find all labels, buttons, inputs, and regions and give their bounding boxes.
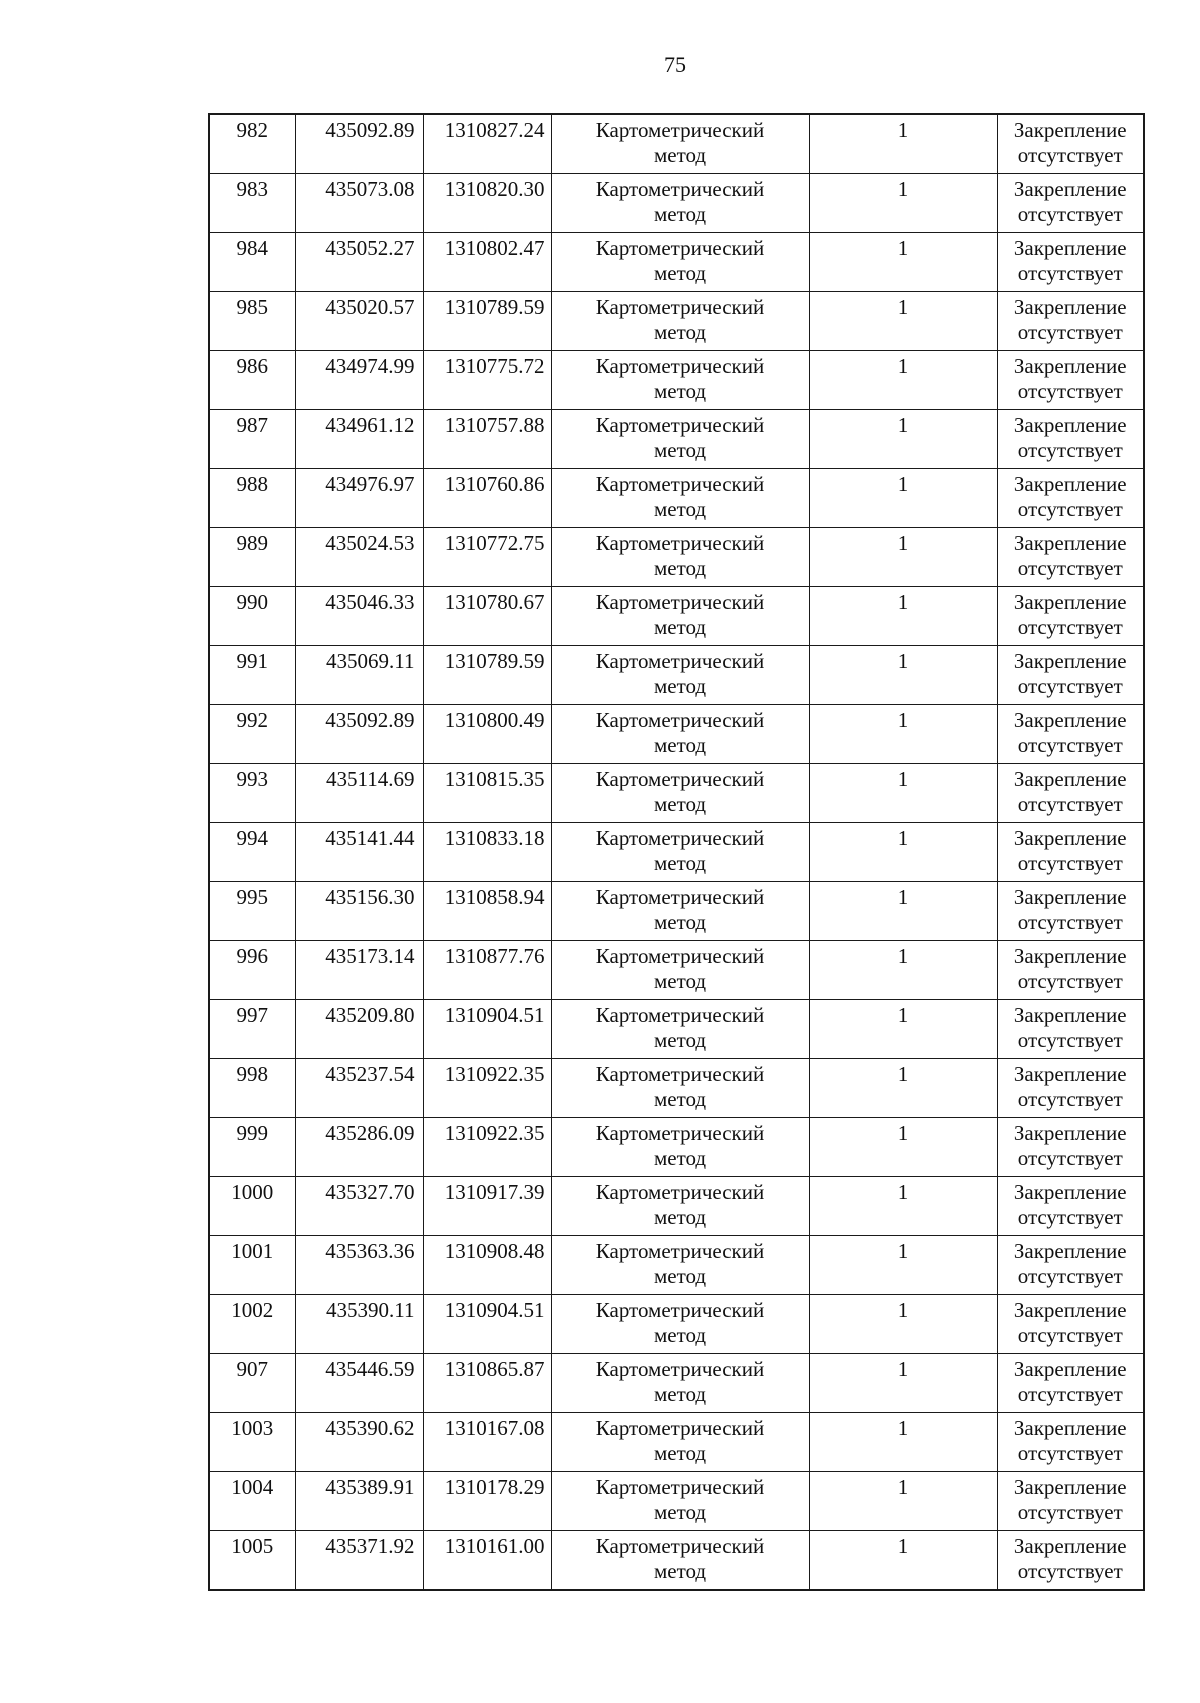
fixation-cell-line-2: отсутствует (1017, 261, 1123, 285)
method-cell-line-1: Картометрический (595, 236, 765, 260)
fixation-cell-line-1: Закрепление (1013, 1475, 1127, 1499)
fixation-cell-line-2: отсутствует (1017, 910, 1123, 934)
point-number-cell: 1005 (209, 1531, 295, 1591)
accuracy-cell: 1 (809, 233, 997, 292)
table-row (209, 174, 1144, 233)
method-cell (551, 174, 809, 233)
fixation-cell-line-1: Закрепление (1013, 767, 1127, 791)
x-coordinate-cell: 434974.99 (295, 351, 423, 410)
table-row (209, 1413, 1144, 1472)
table-row (209, 823, 1144, 882)
method-cell-line-1: Картометрический (595, 118, 765, 142)
method-cell (551, 1531, 809, 1591)
method-cell-line-2: метод (653, 1559, 707, 1583)
method-cell-line-2: метод (653, 497, 707, 521)
accuracy-cell: 1 (809, 823, 997, 882)
method-cell (551, 233, 809, 292)
y-coordinate-cell: 1310802.47 (423, 233, 551, 292)
accuracy-cell: 1 (809, 587, 997, 646)
method-cell-line-1: Картометрический (595, 885, 765, 909)
method-cell (551, 528, 809, 587)
fixation-cell (997, 469, 1144, 528)
fixation-cell (997, 1118, 1144, 1177)
point-number-cell: 998 (209, 1059, 295, 1118)
fixation-cell-line-2: отсутствует (1017, 1441, 1123, 1465)
accuracy-cell: 1 (809, 410, 997, 469)
fixation-cell-line-1: Закрепление (1013, 472, 1127, 496)
method-cell-line-1: Картометрический (595, 413, 765, 437)
method-cell-line-1: Картометрический (595, 354, 765, 378)
y-coordinate-cell: 1310922.35 (423, 1118, 551, 1177)
table-row (209, 1472, 1144, 1531)
method-cell (551, 1295, 809, 1354)
method-cell (551, 1000, 809, 1059)
fixation-cell-line-2: отсутствует (1017, 1205, 1123, 1229)
accuracy-cell: 1 (809, 174, 997, 233)
fixation-cell-line-2: отсутствует (1017, 320, 1123, 344)
coordinates-table (208, 113, 1145, 1591)
fixation-cell (997, 1059, 1144, 1118)
table-row (209, 528, 1144, 587)
y-coordinate-cell: 1310908.48 (423, 1236, 551, 1295)
method-cell (551, 114, 809, 174)
x-coordinate-cell: 435046.33 (295, 587, 423, 646)
method-cell-line-1: Картометрический (595, 531, 765, 555)
table-row (209, 233, 1144, 292)
fixation-cell-line-2: отсутствует (1017, 1500, 1123, 1524)
x-coordinate-cell: 435069.11 (295, 646, 423, 705)
method-cell (551, 1059, 809, 1118)
method-cell-line-1: Картометрический (595, 1298, 765, 1322)
fixation-cell-line-2: отсутствует (1017, 615, 1123, 639)
method-cell-line-2: метод (653, 202, 707, 226)
method-cell (551, 1413, 809, 1472)
accuracy-cell: 1 (809, 1000, 997, 1059)
table-row (209, 646, 1144, 705)
point-number-cell: 987 (209, 410, 295, 469)
method-cell-line-2: метод (653, 261, 707, 285)
fixation-cell-line-1: Закрепление (1013, 1121, 1127, 1145)
fixation-cell (997, 292, 1144, 351)
x-coordinate-cell: 435173.14 (295, 941, 423, 1000)
table-row (209, 1118, 1144, 1177)
fixation-cell-line-2: отсутствует (1017, 733, 1123, 757)
fixation-cell-line-2: отсутствует (1017, 1146, 1123, 1170)
y-coordinate-cell: 1310827.24 (423, 114, 551, 174)
method-cell-line-2: метод (653, 851, 707, 875)
accuracy-cell: 1 (809, 1295, 997, 1354)
method-cell-line-1: Картометрический (595, 826, 765, 850)
point-number-cell: 907 (209, 1354, 295, 1413)
x-coordinate-cell: 434976.97 (295, 469, 423, 528)
table-row (209, 351, 1144, 410)
accuracy-cell: 1 (809, 1413, 997, 1472)
table-row (209, 882, 1144, 941)
fixation-cell (997, 823, 1144, 882)
fixation-cell-line-1: Закрепление (1013, 177, 1127, 201)
fixation-cell-line-1: Закрепление (1013, 826, 1127, 850)
method-cell-line-2: метод (653, 792, 707, 816)
fixation-cell (997, 1000, 1144, 1059)
table-row (209, 469, 1144, 528)
x-coordinate-cell: 435209.80 (295, 1000, 423, 1059)
method-cell-line-2: метод (653, 1028, 707, 1052)
method-cell (551, 882, 809, 941)
method-cell-line-2: метод (653, 1500, 707, 1524)
y-coordinate-cell: 1310178.29 (423, 1472, 551, 1531)
point-number-cell: 986 (209, 351, 295, 410)
table-row (209, 1177, 1144, 1236)
table-row (209, 114, 1144, 174)
fixation-cell-line-1: Закрепление (1013, 354, 1127, 378)
x-coordinate-cell: 435286.09 (295, 1118, 423, 1177)
fixation-cell-line-1: Закрепление (1013, 944, 1127, 968)
method-cell (551, 823, 809, 882)
fixation-cell-line-1: Закрепление (1013, 590, 1127, 614)
fixation-cell (997, 114, 1144, 174)
method-cell-line-1: Картометрический (595, 1534, 765, 1558)
method-cell-line-2: метод (653, 969, 707, 993)
accuracy-cell: 1 (809, 1059, 997, 1118)
x-coordinate-cell: 435073.08 (295, 174, 423, 233)
method-cell (551, 941, 809, 1000)
method-cell-line-2: метод (653, 320, 707, 344)
accuracy-cell: 1 (809, 469, 997, 528)
x-coordinate-cell: 435024.53 (295, 528, 423, 587)
method-cell (551, 1354, 809, 1413)
x-coordinate-cell: 435371.92 (295, 1531, 423, 1591)
fixation-cell-line-2: отсутствует (1017, 1264, 1123, 1288)
page-number: 75 (664, 52, 686, 77)
method-cell (551, 351, 809, 410)
fixation-cell (997, 174, 1144, 233)
fixation-cell-line-1: Закрепление (1013, 1416, 1127, 1440)
x-coordinate-cell: 435092.89 (295, 705, 423, 764)
point-number-cell: 988 (209, 469, 295, 528)
fixation-cell-line-2: отсутствует (1017, 1323, 1123, 1347)
table-row (209, 410, 1144, 469)
fixation-cell (997, 646, 1144, 705)
fixation-cell (997, 1354, 1144, 1413)
table-row (209, 1000, 1144, 1059)
accuracy-cell: 1 (809, 1118, 997, 1177)
method-cell-line-2: метод (653, 910, 707, 934)
point-number-cell: 989 (209, 528, 295, 587)
method-cell-line-2: метод (653, 1205, 707, 1229)
y-coordinate-cell: 1310815.35 (423, 764, 551, 823)
y-coordinate-cell: 1310904.51 (423, 1295, 551, 1354)
coordinates-table-body (209, 114, 1144, 1590)
accuracy-cell: 1 (809, 114, 997, 174)
fixation-cell (997, 587, 1144, 646)
x-coordinate-cell: 435052.27 (295, 233, 423, 292)
point-number-cell: 983 (209, 174, 295, 233)
fixation-cell-line-1: Закрепление (1013, 236, 1127, 260)
fixation-cell (997, 528, 1144, 587)
fixation-cell-line-1: Закрепление (1013, 413, 1127, 437)
y-coordinate-cell: 1310789.59 (423, 292, 551, 351)
fixation-cell-line-1: Закрепление (1013, 1534, 1127, 1558)
method-cell (551, 1472, 809, 1531)
x-coordinate-cell: 435156.30 (295, 882, 423, 941)
fixation-cell-line-2: отсутствует (1017, 497, 1123, 521)
method-cell-line-1: Картометрический (595, 177, 765, 201)
method-cell (551, 292, 809, 351)
method-cell-line-1: Картометрический (595, 767, 765, 791)
method-cell-line-1: Картометрический (595, 1475, 765, 1499)
method-cell-line-1: Картометрический (595, 944, 765, 968)
method-cell (551, 646, 809, 705)
accuracy-cell: 1 (809, 705, 997, 764)
fixation-cell-line-1: Закрепление (1013, 1003, 1127, 1027)
fixation-cell-line-2: отсутствует (1017, 1559, 1123, 1583)
x-coordinate-cell: 435390.11 (295, 1295, 423, 1354)
fixation-cell-line-1: Закрепление (1013, 649, 1127, 673)
fixation-cell (997, 1531, 1144, 1591)
fixation-cell-line-2: отсутствует (1017, 792, 1123, 816)
method-cell-line-2: метод (653, 733, 707, 757)
fixation-cell-line-1: Закрепление (1013, 531, 1127, 555)
fixation-cell (997, 1295, 1144, 1354)
fixation-cell (997, 1472, 1144, 1531)
y-coordinate-cell: 1310757.88 (423, 410, 551, 469)
y-coordinate-cell: 1310772.75 (423, 528, 551, 587)
point-number-cell: 984 (209, 233, 295, 292)
point-number-cell: 999 (209, 1118, 295, 1177)
method-cell-line-1: Картометрический (595, 1180, 765, 1204)
method-cell (551, 705, 809, 764)
method-cell-line-1: Картометрический (595, 708, 765, 732)
fixation-cell-line-1: Закрепление (1013, 118, 1127, 142)
method-cell-line-2: метод (653, 379, 707, 403)
table-row (209, 1295, 1144, 1354)
table-row (209, 1531, 1144, 1591)
fixation-cell-line-1: Закрепление (1013, 1298, 1127, 1322)
y-coordinate-cell: 1310775.72 (423, 351, 551, 410)
table-row (209, 941, 1144, 1000)
y-coordinate-cell: 1310917.39 (423, 1177, 551, 1236)
fixation-cell-line-2: отсутствует (1017, 1382, 1123, 1406)
x-coordinate-cell: 435237.54 (295, 1059, 423, 1118)
x-coordinate-cell: 435114.69 (295, 764, 423, 823)
point-number-cell: 994 (209, 823, 295, 882)
method-cell-line-1: Картометрический (595, 1121, 765, 1145)
point-number-cell: 990 (209, 587, 295, 646)
accuracy-cell: 1 (809, 646, 997, 705)
fixation-cell-line-1: Закрепление (1013, 1180, 1127, 1204)
y-coordinate-cell: 1310800.49 (423, 705, 551, 764)
accuracy-cell: 1 (809, 1472, 997, 1531)
x-coordinate-cell: 435020.57 (295, 292, 423, 351)
fixation-cell (997, 882, 1144, 941)
accuracy-cell: 1 (809, 941, 997, 1000)
y-coordinate-cell: 1310904.51 (423, 1000, 551, 1059)
fixation-cell (997, 1413, 1144, 1472)
method-cell-line-1: Картометрический (595, 1062, 765, 1086)
method-cell-line-1: Картометрический (595, 1416, 765, 1440)
fixation-cell-line-1: Закрепление (1013, 708, 1127, 732)
method-cell-line-1: Картометрический (595, 1239, 765, 1263)
fixation-cell-line-2: отсутствует (1017, 1087, 1123, 1111)
point-number-cell: 995 (209, 882, 295, 941)
fixation-cell (997, 1177, 1144, 1236)
fixation-cell-line-2: отсутствует (1017, 969, 1123, 993)
accuracy-cell: 1 (809, 528, 997, 587)
y-coordinate-cell: 1310789.59 (423, 646, 551, 705)
point-number-cell: 992 (209, 705, 295, 764)
x-coordinate-cell: 435327.70 (295, 1177, 423, 1236)
accuracy-cell: 1 (809, 1177, 997, 1236)
fixation-cell (997, 705, 1144, 764)
accuracy-cell: 1 (809, 764, 997, 823)
method-cell-line-2: метод (653, 1323, 707, 1347)
x-coordinate-cell: 435363.36 (295, 1236, 423, 1295)
x-coordinate-cell: 435092.89 (295, 114, 423, 174)
method-cell-line-2: метод (653, 438, 707, 462)
fixation-cell-line-1: Закрепление (1013, 1062, 1127, 1086)
fixation-cell-line-2: отсутствует (1017, 438, 1123, 462)
method-cell-line-1: Картометрический (595, 295, 765, 319)
method-cell-line-1: Картометрический (595, 649, 765, 673)
point-number-cell: 997 (209, 1000, 295, 1059)
method-cell-line-1: Картометрический (595, 590, 765, 614)
point-number-cell: 985 (209, 292, 295, 351)
fixation-cell-line-2: отсутствует (1017, 556, 1123, 580)
fixation-cell-line-2: отсутствует (1017, 851, 1123, 875)
fixation-cell-line-1: Закрепление (1013, 1239, 1127, 1263)
fixation-cell (997, 1236, 1144, 1295)
y-coordinate-cell: 1310167.08 (423, 1413, 551, 1472)
method-cell-line-2: метод (653, 143, 707, 167)
method-cell (551, 410, 809, 469)
method-cell (551, 1118, 809, 1177)
method-cell-line-2: метод (653, 1441, 707, 1465)
method-cell-line-2: метод (653, 1264, 707, 1288)
point-number-cell: 993 (209, 764, 295, 823)
fixation-cell-line-2: отсутствует (1017, 379, 1123, 403)
table-row (209, 292, 1144, 351)
point-number-cell: 1000 (209, 1177, 295, 1236)
table-row (209, 764, 1144, 823)
fixation-cell (997, 233, 1144, 292)
y-coordinate-cell: 1310877.76 (423, 941, 551, 1000)
y-coordinate-cell: 1310833.18 (423, 823, 551, 882)
x-coordinate-cell: 435446.59 (295, 1354, 423, 1413)
method-cell-line-2: метод (653, 556, 707, 580)
point-number-cell: 982 (209, 114, 295, 174)
y-coordinate-cell: 1310760.86 (423, 469, 551, 528)
method-cell-line-1: Картометрический (595, 1003, 765, 1027)
method-cell-line-2: метод (653, 1087, 707, 1111)
point-number-cell: 1004 (209, 1472, 295, 1531)
y-coordinate-cell: 1310922.35 (423, 1059, 551, 1118)
fixation-cell-line-1: Закрепление (1013, 295, 1127, 319)
fixation-cell (997, 351, 1144, 410)
accuracy-cell: 1 (809, 1354, 997, 1413)
y-coordinate-cell: 1310780.67 (423, 587, 551, 646)
accuracy-cell: 1 (809, 1236, 997, 1295)
y-coordinate-cell: 1310820.30 (423, 174, 551, 233)
x-coordinate-cell: 435390.62 (295, 1413, 423, 1472)
method-cell-line-1: Картометрический (595, 472, 765, 496)
fixation-cell-line-2: отсутствует (1017, 143, 1123, 167)
accuracy-cell: 1 (809, 292, 997, 351)
method-cell-line-1: Картометрический (595, 1357, 765, 1381)
y-coordinate-cell: 1310858.94 (423, 882, 551, 941)
method-cell-line-2: метод (653, 1382, 707, 1406)
point-number-cell: 1001 (209, 1236, 295, 1295)
fixation-cell-line-1: Закрепление (1013, 1357, 1127, 1381)
table-row (209, 1059, 1144, 1118)
accuracy-cell: 1 (809, 351, 997, 410)
method-cell (551, 587, 809, 646)
point-number-cell: 991 (209, 646, 295, 705)
x-coordinate-cell: 435141.44 (295, 823, 423, 882)
method-cell-line-2: метод (653, 1146, 707, 1170)
table-row (209, 705, 1144, 764)
point-number-cell: 1003 (209, 1413, 295, 1472)
method-cell (551, 764, 809, 823)
y-coordinate-cell: 1310865.87 (423, 1354, 551, 1413)
fixation-cell (997, 410, 1144, 469)
fixation-cell-line-2: отсутствует (1017, 1028, 1123, 1052)
x-coordinate-cell: 435389.91 (295, 1472, 423, 1531)
accuracy-cell: 1 (809, 882, 997, 941)
table-row (209, 1354, 1144, 1413)
fixation-cell-line-2: отсутствует (1017, 202, 1123, 226)
point-number-cell: 1002 (209, 1295, 295, 1354)
method-cell (551, 1236, 809, 1295)
y-coordinate-cell: 1310161.00 (423, 1531, 551, 1591)
fixation-cell-line-1: Закрепление (1013, 885, 1127, 909)
method-cell-line-2: метод (653, 615, 707, 639)
x-coordinate-cell: 434961.12 (295, 410, 423, 469)
fixation-cell-line-2: отсутствует (1017, 674, 1123, 698)
point-number-cell: 996 (209, 941, 295, 1000)
table-row (209, 587, 1144, 646)
accuracy-cell: 1 (809, 1531, 997, 1591)
table-row (209, 1236, 1144, 1295)
method-cell (551, 469, 809, 528)
fixation-cell (997, 941, 1144, 1000)
method-cell (551, 1177, 809, 1236)
fixation-cell (997, 764, 1144, 823)
method-cell-line-2: метод (653, 674, 707, 698)
